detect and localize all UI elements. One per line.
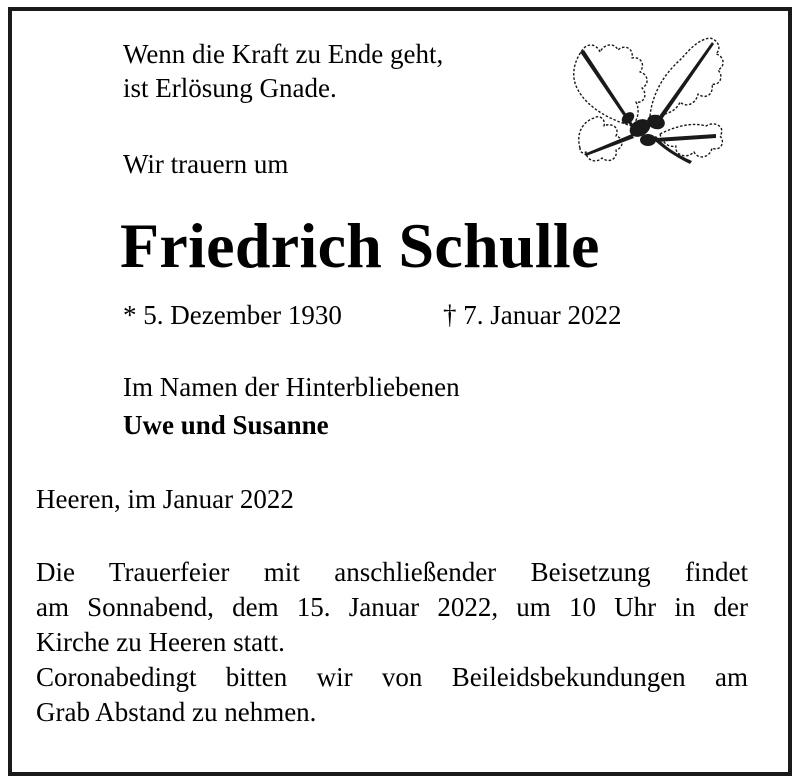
service-info-line: am Sonnabend, dem 15. Januar 2022, um 10 Uhr in der bbox=[36, 592, 748, 622]
behalf-text: Im Namen der Hinterbliebenen bbox=[123, 372, 460, 402]
intro-text: Wir trauern um bbox=[123, 149, 289, 179]
birth-date: * 5. Dezember 1930 bbox=[123, 300, 342, 330]
death-date: † 7. Januar 2022 bbox=[443, 300, 622, 330]
service-info-line: Coronabedingt bitten wir von Beileidsbekundungen am bbox=[36, 662, 748, 692]
service-info bbox=[36, 555, 748, 730]
service-info-line: Die Trauerfeier mit anschließender Beisetzung findet bbox=[36, 557, 748, 587]
verse-line: ist Erlösung Gnade. bbox=[123, 73, 337, 103]
oak-leaves-icon bbox=[540, 30, 728, 170]
mourner-names: Uwe und Susanne bbox=[123, 410, 329, 440]
service-info-line: Grab Abstand zu nehmen. bbox=[36, 697, 317, 727]
verse-line: Wenn die Kraft zu Ende geht, bbox=[123, 39, 444, 69]
verse bbox=[123, 37, 443, 105]
service-info-line: Kirche zu Heeren statt. bbox=[36, 627, 285, 657]
place-date: Heeren, im Januar 2022 bbox=[36, 484, 294, 514]
deceased-name: Friedrich Schulle bbox=[120, 210, 600, 281]
